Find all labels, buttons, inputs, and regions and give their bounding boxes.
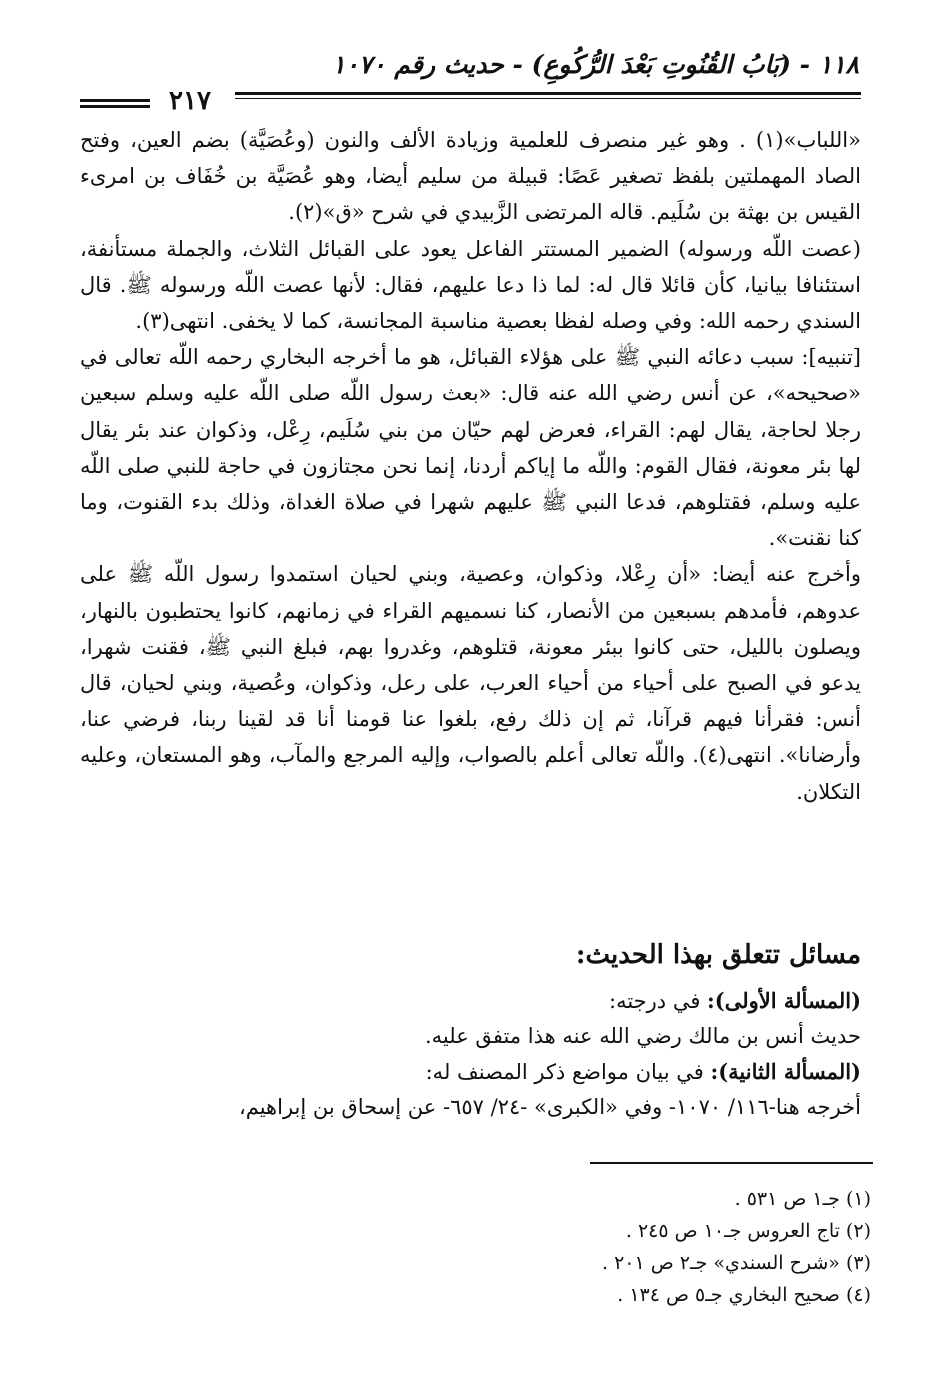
issue-1-title: في درجته:: [609, 989, 708, 1013]
paragraph-2: (عصت اللّه ورسوله) الضمير المستتر الفاعل يعود على القبائل الثلاث، والجملة مستأنفة، استئنافا بيانيا، كأن قائلا قال له: لما ذا دعا عليهم، فقال: لأنها عصت اللّه ورسوله ﷺ. قال السندي رحمه الله: وفي وصله لفظا بعصية مناسبة المجانسة، كما لا يخفى. انتهى(٣).: [80, 236, 861, 334]
page-number: ٢١٧: [169, 86, 211, 116]
header-rule-thin: [235, 98, 861, 99]
page-number-rule-lower: [80, 105, 150, 108]
issue-2-title: في بيان مواضع ذكر المصنف له:: [425, 1060, 711, 1084]
footnote-item: (١) جـ١ ص ٥٣١ .: [734, 1188, 871, 1210]
header-rule: [235, 92, 861, 95]
footnote-item: (٤) صحيح البخاري جـ٥ ص ١٣٤ .: [617, 1284, 871, 1306]
issue-2-heading: [80, 1054, 861, 1090]
page-number-rule: [80, 99, 150, 102]
paragraph-3: [تنبيه]: سبب دعائه النبي ﷺ على هؤلاء القبائل، هو ما أخرجه البخاري رحمه اللّه تعالى في «صحيحه»، عن أنس رضي الله عنه قال: «بعث رسول اللّه صلى اللّه عليه وسلم سبعين رجلا لحاجة، يقال لهم: القراء، فعرض لهم حيّان من بني سُلَيم، رِعْل، وذكوان عند بئر يقال لها بئر معونة، فقال القوم: واللّه ما إياكم أردنا، إنما نحن مجتازون في حاجة للنبي صلى اللّه عليه وسلم، فقتلوهم، فدعا النبي ﷺ عليهم شهرا في صلاة الغداة، وذلك بدء القنوت، وما كنا نقنت».: [80, 345, 861, 551]
footnote-item: (٣) «شرح السندي» جـ٢ ص ٢٠١ .: [602, 1252, 871, 1274]
footnote-item: (٢) تاج العروس جـ١٠ ص ٢٤٥ .: [625, 1220, 871, 1242]
paragraph-4: وأخرج عنه أيضا: «أن رِعْلا، وذكوان، وعصية، وبني لحيان استمدوا رسول اللّه ﷺ على عدوهم، فأمدهم بسبعين من الأنصار، كنا نسميهم القراء في زمانهم، كانوا يحتطبون بالنهار، ويصلون بالليل، حتى كانوا ببئر معونة، قتلوهم، وغدروا بهم، فبلغ النبي ﷺ، فقنت شهرا، يدعو في الصبح على أحياء من أحياء العرب، على رعل، وذكوان، وعُصية، وبني لحيان، قال أنس: فقرأنا فيهم قرآنا، ثم إن ذلك رفع، بلغوا عنا قومنا أنا قد لقينا ربنا، فرضي عنا، وأرضانا». انتهى(٤). واللّه تعالى أعلم بالصواب، وإليه المرجع والمآب، وهو المستعان، وعليه التكلان.: [80, 562, 861, 804]
issue-2-label: (المسألة الثانية):: [710, 1059, 861, 1084]
issue-1-heading: [80, 983, 861, 1019]
footnotes: [602, 1183, 871, 1311]
issues-section: [80, 983, 861, 1125]
issue-1-label: (المسألة الأولى):: [707, 988, 861, 1013]
issue-2-body: أخرجه هنا-١١٦/ ١٠٧٠- وفي «الكبرى» -٢٤/ ٦٥٧- عن إسحاق بن إبراهيم،: [238, 1095, 861, 1119]
footnote-separator: [590, 1162, 873, 1164]
main-text: [80, 122, 861, 810]
paragraph-1: «اللباب»(١) . وهو غير منصرف للعلمية وزيادة الألف والنون (وعُصَيَّة) بضم العين، وفتح الصاد المهملتين بلفظ تصغير عَصًا: قبيلة من سليم أيضا، وهو عُصَيَّة بن خُفَاف بن امرىء القيس بن بهثة بن سُلَيم. قاله المرتضى الزَّبيدي في شرح «ق»(٢).: [80, 128, 861, 225]
issue-1-body: حديث أنس بن مالك رضي الله عنه هذا متفق عليه.: [424, 1024, 861, 1048]
section-heading: مسائل تتعلق بهذا الحديث:: [575, 940, 861, 970]
running-header-title: ١١٨ - (بَابُ القُنُوتِ بَعْدَ الرُّكُوعِ) - حديث رقم ١٠٧٠: [331, 50, 859, 79]
